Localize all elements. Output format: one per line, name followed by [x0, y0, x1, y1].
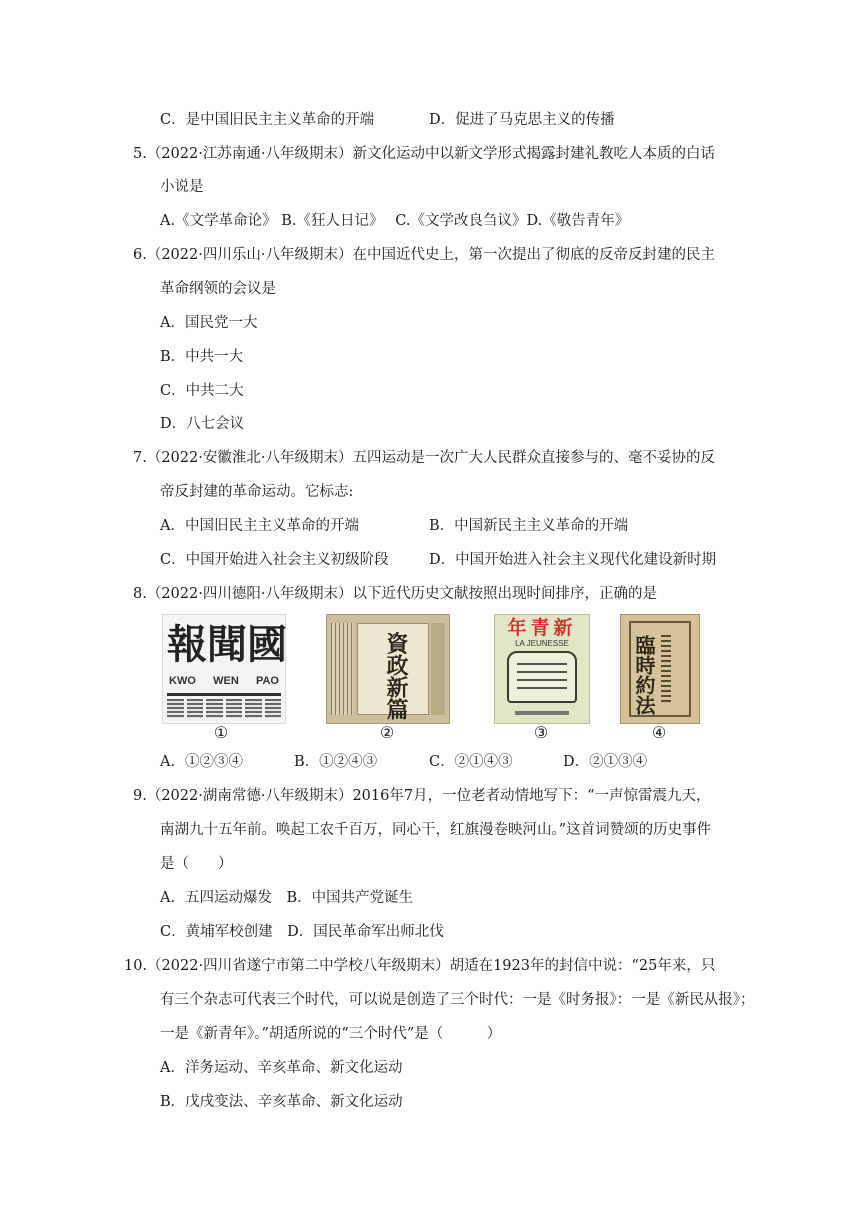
text-line: 革命纲领的会议是: [160, 281, 276, 297]
text-line: B．①②④③: [294, 754, 378, 770]
roman-3: PAO: [255, 675, 279, 687]
figure-label-1: ①: [213, 723, 229, 742]
newsprint-columns: [167, 699, 281, 719]
masthead-char-3: 國: [247, 621, 287, 668]
document-title: 臨時約法: [632, 635, 656, 715]
figure-xinqingnian: [494, 614, 590, 724]
text-line: 小说是: [160, 179, 204, 195]
text-line: 南湖九十五年前。唤起工农千百万，同心干，红旗漫卷映河山。”这首词赞颂的历史事件: [160, 822, 712, 838]
text-line: 8.（2022·四川德阳·八年级期末）以下近代历史文献按照出现时间排序，正确的是: [133, 586, 657, 602]
figure-linshiyuefa: [620, 614, 700, 724]
cover-frame: [507, 651, 577, 703]
text-line: C．是中国旧民主主义革命的开端: [160, 112, 375, 128]
text-line: B．中共一大: [160, 349, 244, 365]
text-line: B．戊戌变法、辛亥革命、新文化运动: [160, 1094, 403, 1110]
figure-label-3: ③: [533, 723, 549, 742]
book-title: 資政新篇: [383, 632, 409, 720]
text-line: 一是《新青年》。”胡适所说的“三个时代”是（ ）: [160, 1026, 502, 1042]
text-line: A．五四运动爆发 B．中国共产党诞生: [160, 890, 414, 906]
masthead: [167, 619, 287, 671]
text-line: B．中国新民主主义革命的开端: [429, 518, 629, 534]
text-line: A．①②③④: [160, 754, 243, 770]
text-line: 有三个杂志可代表三个时代，可以说是创造了三个时代：一是《时务报》：一是《新民从报》；: [160, 992, 755, 1008]
text-line: A.《文学革命论》 B.《狂人日记》 C.《文学改良刍议》D.《敬告青年》: [160, 213, 630, 229]
text-line: C．黄埔军校创建 D．国民革命军出师北伐: [160, 924, 444, 940]
magazine-title: 年青新: [507, 617, 577, 639]
figure-zizhengxinpian: [326, 614, 450, 724]
text-line: C．②①④③: [429, 754, 513, 770]
text-line: 是（ ）: [160, 856, 233, 872]
cover-side-text: [661, 635, 671, 705]
text-line: 6.（2022·四川乐山·八年级期末）在中国近代史上，第一次提出了彻底的反帝反封建的民主: [133, 247, 715, 263]
text-line: 7.（2022·安徽淮北·八年级期末）五四运动是一次广大人民群众直接参与的、毫不妥协的反: [133, 450, 715, 466]
figure-label-2: ②: [379, 723, 395, 742]
roman-1: KWO: [169, 675, 196, 687]
roman-2: WEN: [213, 675, 239, 687]
masthead-roman: [169, 675, 279, 687]
magazine-subtitle: LA JEUNESSE: [515, 639, 569, 648]
text-line: 帝反封建的革命运动。它标志:: [160, 484, 354, 500]
text-line: A．洋务运动、辛亥革命、新文化运动: [160, 1060, 403, 1076]
masthead-char-1: 報: [167, 621, 207, 668]
book-side-text: [331, 623, 353, 715]
text-line: 5.（2022·江苏南通·八年级期末）新文化运动中以新文学形式揭露封建礼教吃人本质的白话: [133, 146, 715, 162]
divider: [167, 693, 281, 696]
cover-footer: [515, 711, 569, 715]
text-line: 9.（2022·湖南常德·八年级期末）2016年7月，一位老者动情地写下：“一声惊雷震九天，: [133, 788, 711, 804]
text-line: D．②①③④: [563, 754, 648, 770]
text-line: A．中国旧民主主义革命的开端: [160, 518, 359, 534]
figure-guowenbao: [162, 614, 286, 724]
text-line: A．国民党一大: [160, 315, 258, 331]
text-line: 10.（2022·四川省遂宁市第二中学校八年级期末）胡适在1923年的封信中说：“25年来，只: [124, 958, 716, 974]
book-cover: [357, 623, 429, 720]
text-line: C．中国开始进入社会主义初级阶段: [160, 552, 389, 568]
text-line: D．中国开始进入社会主义现代化建设新时期: [429, 552, 717, 568]
book-spine: [431, 623, 445, 715]
figure-label-4: ④: [651, 723, 667, 742]
text-line: D．促进了马克思主义的传播: [429, 112, 615, 128]
text-line: D．八七会议: [160, 416, 245, 432]
text-line: C．中共二大: [160, 383, 244, 399]
masthead-char-2: 聞: [207, 621, 247, 668]
